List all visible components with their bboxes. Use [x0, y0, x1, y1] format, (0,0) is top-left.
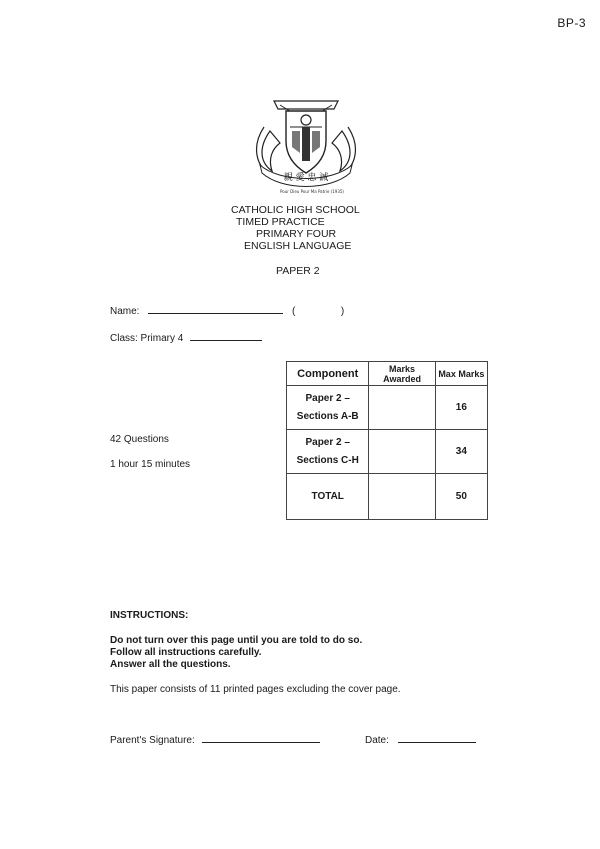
total-max-marks: 50: [435, 474, 487, 520]
duration: 1 hour 15 minutes: [110, 459, 191, 470]
date-field[interactable]: [398, 742, 476, 743]
name-row: [110, 306, 344, 317]
paren-close: ): [340, 306, 345, 317]
name-label: Name:: [110, 306, 140, 317]
header-max-marks: Max Marks: [435, 362, 487, 386]
crest-caption: Pour Dieu Pour Ma Patrie (1935): [279, 189, 345, 194]
component-line1: Paper 2 –: [305, 392, 350, 404]
signature-field[interactable]: [202, 742, 320, 743]
pages-note: This paper consists of 11 printed pages excluding the cover page.: [110, 684, 401, 695]
marks-table: [286, 361, 488, 520]
name-field[interactable]: [148, 313, 283, 314]
date-label: Date:: [365, 735, 389, 746]
instruction-line: Answer all the questions.: [110, 659, 231, 670]
component-cell: [287, 430, 369, 474]
component-line1: Paper 2 –: [305, 436, 350, 448]
table-row: [287, 386, 488, 430]
component-line2: Sections C-H: [296, 454, 359, 466]
table-row: [287, 430, 488, 474]
table-header-row: [287, 362, 488, 386]
question-count: 42 Questions: [110, 434, 169, 445]
school-crest-logo: [250, 97, 362, 195]
paper-title: PAPER 2: [276, 265, 320, 277]
instructions-heading: INSTRUCTIONS:: [110, 610, 189, 621]
component-line2: Sections A-B: [296, 410, 359, 422]
school-name: CATHOLIC HIGH SCHOOL: [231, 204, 360, 216]
signature-label: Parent's Signature:: [110, 735, 195, 746]
total-awarded-cell[interactable]: [369, 474, 435, 520]
subject-title: ENGLISH LANGUAGE: [244, 240, 352, 252]
class-label: Class: Primary 4: [110, 333, 184, 344]
class-field[interactable]: [190, 340, 262, 341]
date-row: [365, 735, 476, 746]
class-row: [110, 333, 262, 344]
component-cell: [287, 386, 369, 430]
total-row: [287, 474, 488, 520]
total-label: TOTAL: [287, 474, 369, 520]
crest-chinese-text: 親 愛 忠 誠: [283, 173, 329, 183]
header-marks-awarded: Marks Awarded: [369, 362, 435, 386]
header-component: Component: [287, 362, 369, 386]
paren-open: (: [292, 306, 296, 317]
instruction-line: Do not turn over this page until you are told to do so.: [110, 635, 363, 646]
max-marks-cell: 34: [435, 430, 487, 474]
page-code: BP-3: [557, 16, 586, 30]
marks-awarded-cell[interactable]: [369, 386, 435, 430]
instruction-line: Follow all instructions carefully.: [110, 647, 262, 658]
signature-row: [110, 735, 320, 746]
practice-title: TIMED PRACTICE: [236, 216, 325, 228]
level-title: PRIMARY FOUR: [256, 228, 337, 240]
marks-awarded-cell[interactable]: [369, 430, 435, 474]
max-marks-cell: 16: [435, 386, 487, 430]
